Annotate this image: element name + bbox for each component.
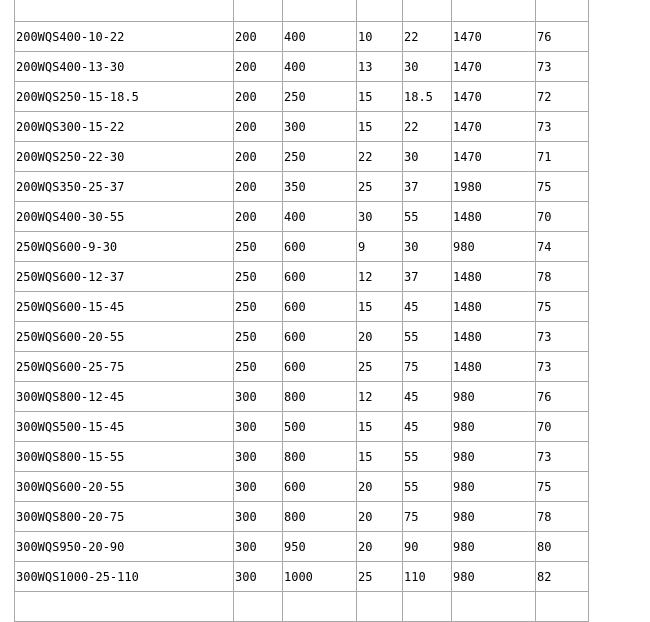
- table-cell-col5: 45: [403, 382, 452, 412]
- table-cell-model: 250WQS600-20-55: [15, 322, 234, 352]
- table-cell-col6: 980: [452, 532, 536, 562]
- table-cell-col6: [452, 592, 536, 622]
- table-cell-col4: [357, 0, 403, 22]
- table-cell-col4: 12: [357, 382, 403, 412]
- table-cell-col7: 73: [536, 322, 589, 352]
- table-row: [15, 502, 589, 532]
- table-cell-col4: 25: [357, 172, 403, 202]
- table-cell-col2: 300: [234, 472, 283, 502]
- table-cell-col3: 600: [283, 472, 357, 502]
- table-row: [15, 592, 589, 622]
- table-cell-col5: 45: [403, 412, 452, 442]
- table-cell-col6: 1470: [452, 52, 536, 82]
- table-cell-col5: 55: [403, 202, 452, 232]
- table-cell-model: 300WQS1000-25-110: [15, 562, 234, 592]
- table-cell-col6: 1480: [452, 322, 536, 352]
- table-cell-col3: 1000: [283, 562, 357, 592]
- table-cell-col6: 1480: [452, 262, 536, 292]
- table-cell-col7: 70: [536, 412, 589, 442]
- table-cell-col2: 300: [234, 502, 283, 532]
- table-cell-col5: 75: [403, 502, 452, 532]
- table-cell-col5: 37: [403, 262, 452, 292]
- table-cell-col6: 980: [452, 442, 536, 472]
- table-cell-col4: 20: [357, 322, 403, 352]
- table-cell-col3: 600: [283, 352, 357, 382]
- table-cell-col5: 22: [403, 112, 452, 142]
- table-row: [15, 472, 589, 502]
- table-cell-col5: [403, 0, 452, 22]
- table-cell-model: 200WQS250-22-30: [15, 142, 234, 172]
- table-cell-col3: 600: [283, 292, 357, 322]
- table-cell-col4: 25: [357, 562, 403, 592]
- table-cell-col6: 1470: [452, 22, 536, 52]
- table-cell-col4: 25: [357, 352, 403, 382]
- table-row: [15, 22, 589, 52]
- table-cell-col5: [403, 592, 452, 622]
- table-cell-col3: 600: [283, 322, 357, 352]
- table-cell-col3: 250: [283, 82, 357, 112]
- table-cell-col2: 250: [234, 322, 283, 352]
- table-cell-col3: 400: [283, 22, 357, 52]
- table-cell-col4: 15: [357, 442, 403, 472]
- table-cell-col4: 15: [357, 292, 403, 322]
- table-row: [15, 322, 589, 352]
- table-cell-col6: 1480: [452, 202, 536, 232]
- table-cell-col3: [283, 592, 357, 622]
- table-cell-model: 200WQS400-10-22: [15, 22, 234, 52]
- table-cell-model: 300WQS600-20-55: [15, 472, 234, 502]
- table-cell-col7: 75: [536, 472, 589, 502]
- table-cell-col3: 800: [283, 502, 357, 532]
- table-cell-col6: 980: [452, 502, 536, 532]
- table-cell-model: 300WQS800-12-45: [15, 382, 234, 412]
- table-cell-col6: 980: [452, 412, 536, 442]
- table-cell-col6: 980: [452, 472, 536, 502]
- table-cell-col4: 22: [357, 142, 403, 172]
- table-cell-col3: 350: [283, 172, 357, 202]
- table-cell-col2: 200: [234, 82, 283, 112]
- table-cell-model: 200WQS350-25-37: [15, 172, 234, 202]
- table-cell-col4: 15: [357, 112, 403, 142]
- table-cell-col6: 980: [452, 562, 536, 592]
- table-cell-col7: 76: [536, 382, 589, 412]
- table-cell-col2: 300: [234, 412, 283, 442]
- table-cell-col7: 73: [536, 442, 589, 472]
- table-cell-model: [15, 592, 234, 622]
- table-cell-col4: 30: [357, 202, 403, 232]
- table-row: [15, 232, 589, 262]
- table-cell-col4: 20: [357, 532, 403, 562]
- table-row: [15, 0, 589, 22]
- table-cell-col7: 70: [536, 202, 589, 232]
- table-row: [15, 352, 589, 382]
- table-cell-col3: 400: [283, 202, 357, 232]
- table-cell-col5: 55: [403, 322, 452, 352]
- table-cell-col4: 10: [357, 22, 403, 52]
- table-cell-col2: 250: [234, 262, 283, 292]
- table-cell-col7: 75: [536, 292, 589, 322]
- table-cell-col3: 600: [283, 262, 357, 292]
- table-cell-model: 300WQS800-15-55: [15, 442, 234, 472]
- table-cell-col2: 200: [234, 172, 283, 202]
- table-cell-col5: 55: [403, 442, 452, 472]
- table-cell-col7: 72: [536, 82, 589, 112]
- table-cell-col6: [452, 0, 536, 22]
- table-cell-model: 200WQS300-15-22: [15, 112, 234, 142]
- table-cell-model: 250WQS600-9-30: [15, 232, 234, 262]
- table-cell-col6: 1470: [452, 142, 536, 172]
- table-row: [15, 142, 589, 172]
- table-cell-col5: 37: [403, 172, 452, 202]
- table-cell-col3: 300: [283, 112, 357, 142]
- table-cell-col4: 12: [357, 262, 403, 292]
- table-row: [15, 562, 589, 592]
- table-row: [15, 112, 589, 142]
- table-cell-model: 200WQS400-30-55: [15, 202, 234, 232]
- table-cell-model: 300WQS800-20-75: [15, 502, 234, 532]
- table-cell-model: [15, 0, 234, 22]
- pump-spec-table: [14, 0, 589, 622]
- table-cell-col3: [283, 0, 357, 22]
- table-cell-col7: 71: [536, 142, 589, 172]
- table-cell-col4: 15: [357, 82, 403, 112]
- table-row: [15, 82, 589, 112]
- table-cell-col2: 300: [234, 382, 283, 412]
- table-cell-col7: 78: [536, 262, 589, 292]
- table-cell-col2: 250: [234, 352, 283, 382]
- table-cell-col4: [357, 592, 403, 622]
- table-cell-col2: 250: [234, 292, 283, 322]
- table-row: [15, 52, 589, 82]
- table-cell-col3: 800: [283, 442, 357, 472]
- table-cell-col5: 30: [403, 142, 452, 172]
- table-cell-col7: [536, 0, 589, 22]
- table-cell-col2: 250: [234, 232, 283, 262]
- table-row: [15, 262, 589, 292]
- table-cell-col6: 1480: [452, 292, 536, 322]
- table-cell-model: 250WQS600-25-75: [15, 352, 234, 382]
- table-cell-col4: 13: [357, 52, 403, 82]
- table-cell-col3: 800: [283, 382, 357, 412]
- table-cell-col2: 300: [234, 562, 283, 592]
- table-cell-col4: 20: [357, 472, 403, 502]
- table-cell-model: 200WQS250-15-18.5: [15, 82, 234, 112]
- table-cell-col2: 200: [234, 52, 283, 82]
- table-cell-col5: 75: [403, 352, 452, 382]
- table-cell-col7: 82: [536, 562, 589, 592]
- table-cell-col3: 250: [283, 142, 357, 172]
- table-cell-col7: 75: [536, 172, 589, 202]
- table-cell-col7: 80: [536, 532, 589, 562]
- spec-table-body: [15, 0, 589, 622]
- table-cell-col4: 15: [357, 412, 403, 442]
- table-cell-col5: 18.5: [403, 82, 452, 112]
- table-cell-col3: 500: [283, 412, 357, 442]
- table-cell-col6: 1480: [452, 352, 536, 382]
- table-cell-model: 300WQS500-15-45: [15, 412, 234, 442]
- table-cell-col7: 73: [536, 112, 589, 142]
- table-row: [15, 442, 589, 472]
- table-row: [15, 532, 589, 562]
- table-cell-col5: 30: [403, 232, 452, 262]
- table-cell-col4: 20: [357, 502, 403, 532]
- table-cell-col2: 200: [234, 22, 283, 52]
- table-row: [15, 382, 589, 412]
- table-row: [15, 292, 589, 322]
- table-cell-col6: 980: [452, 232, 536, 262]
- table-cell-model: 300WQS950-20-90: [15, 532, 234, 562]
- table-cell-col2: 200: [234, 142, 283, 172]
- table-cell-col5: 90: [403, 532, 452, 562]
- table-cell-col5: 30: [403, 52, 452, 82]
- table-cell-col6: 980: [452, 382, 536, 412]
- table-cell-col2: [234, 0, 283, 22]
- table-cell-col2: 300: [234, 532, 283, 562]
- table-cell-col7: 73: [536, 52, 589, 82]
- table-cell-col7: 74: [536, 232, 589, 262]
- table-cell-col5: 110: [403, 562, 452, 592]
- table-cell-col5: 22: [403, 22, 452, 52]
- table-row: [15, 172, 589, 202]
- table-cell-col2: [234, 592, 283, 622]
- table-cell-col2: 200: [234, 112, 283, 142]
- table-row: [15, 202, 589, 232]
- table-cell-col3: 950: [283, 532, 357, 562]
- table-cell-col2: 300: [234, 442, 283, 472]
- table-cell-col7: 76: [536, 22, 589, 52]
- table-cell-col5: 55: [403, 472, 452, 502]
- table-cell-model: 250WQS600-12-37: [15, 262, 234, 292]
- table-cell-col7: 73: [536, 352, 589, 382]
- table-cell-col7: 78: [536, 502, 589, 532]
- table-cell-col6: 1470: [452, 82, 536, 112]
- table-cell-col5: 45: [403, 292, 452, 322]
- table-cell-col6: 1470: [452, 112, 536, 142]
- table-cell-col3: 400: [283, 52, 357, 82]
- table-cell-col2: 200: [234, 202, 283, 232]
- table-row: [15, 412, 589, 442]
- table-cell-col6: 1980: [452, 172, 536, 202]
- table-cell-col7: [536, 592, 589, 622]
- table-cell-col4: 9: [357, 232, 403, 262]
- spec-table-container: [14, 0, 589, 622]
- table-cell-model: 200WQS400-13-30: [15, 52, 234, 82]
- table-cell-model: 250WQS600-15-45: [15, 292, 234, 322]
- table-cell-col3: 600: [283, 232, 357, 262]
